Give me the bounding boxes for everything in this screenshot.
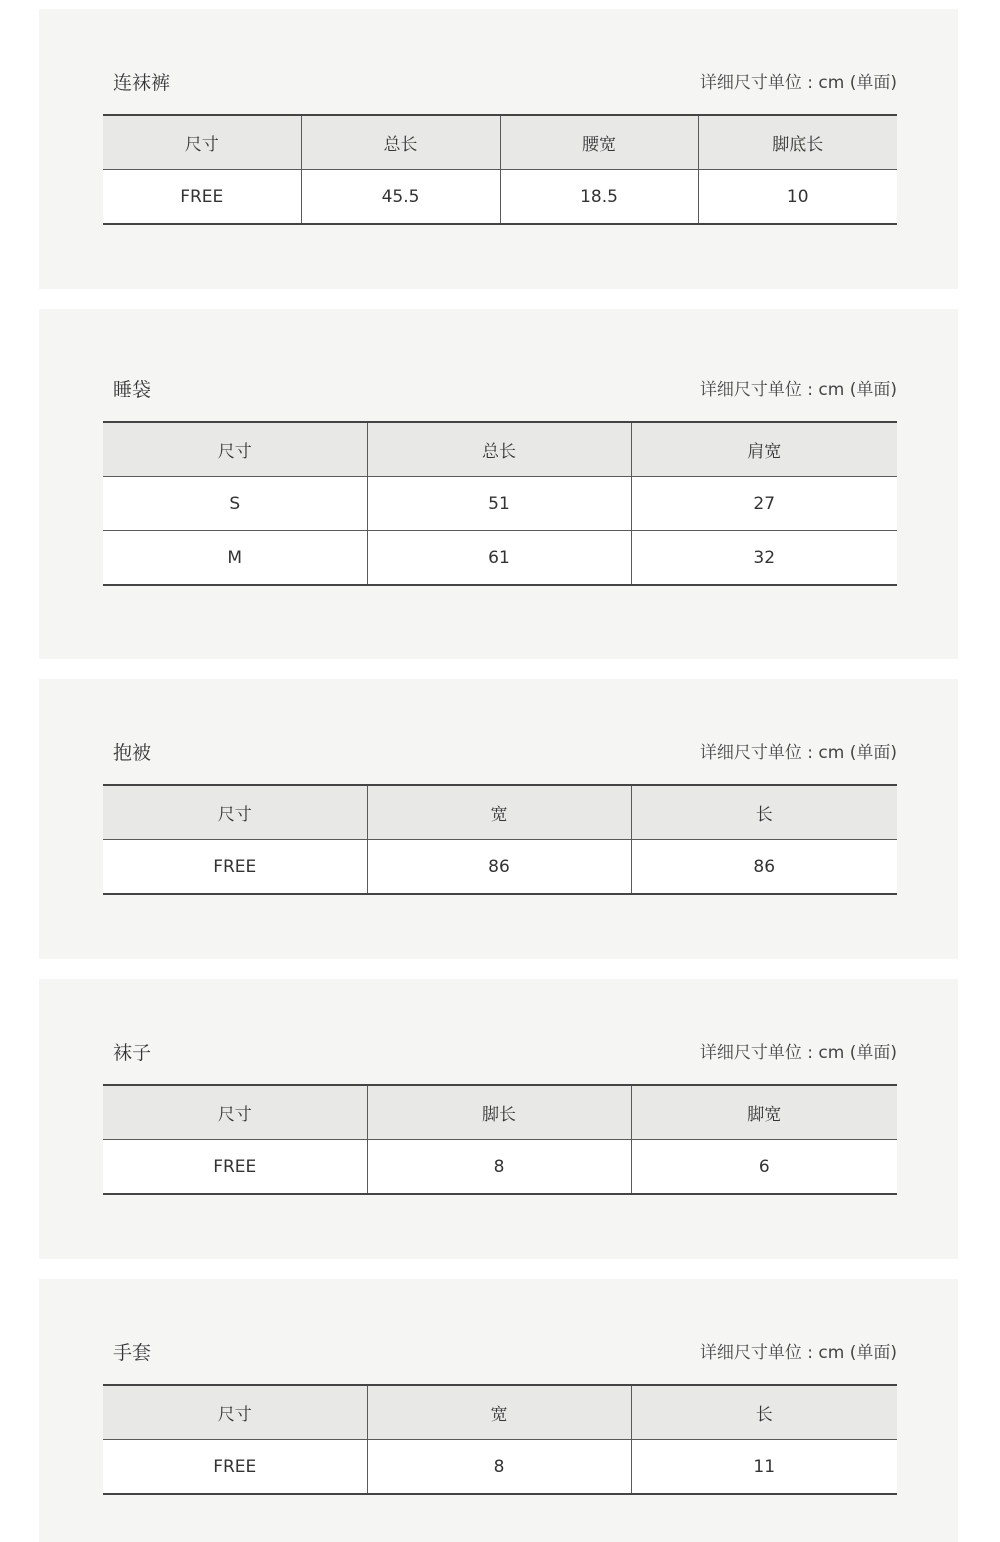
column-header: 总长 (301, 115, 500, 170)
table-cell: 86 (367, 840, 631, 895)
column-header: 长 (631, 1385, 897, 1440)
section-title: 抱被 (113, 742, 152, 764)
table-header-row (103, 785, 897, 840)
table-cell: 18.5 (500, 170, 698, 225)
column-header: 脚长 (367, 1085, 631, 1140)
table-row (103, 477, 897, 531)
section-title: 袜子 (113, 1042, 152, 1064)
table-header-row (103, 115, 897, 170)
table-header-row (103, 1085, 897, 1140)
table-cell: 27 (631, 477, 897, 531)
table-cell: 11 (631, 1440, 897, 1495)
table-cell: FREE (103, 1440, 367, 1495)
table-cell: S (103, 477, 367, 531)
table-cell: 10 (698, 170, 897, 225)
size-table (103, 421, 897, 586)
table-row (103, 531, 897, 586)
column-header: 脚底长 (698, 115, 897, 170)
table-cell: 86 (631, 840, 897, 895)
table-cell: 8 (367, 1440, 631, 1495)
column-header: 尺寸 (103, 1385, 367, 1440)
column-header: 尺寸 (103, 115, 301, 170)
unit-label: 详细尺寸单位 : cm (单面) (699, 73, 897, 93)
table-cell: FREE (103, 170, 301, 225)
table-cell: 6 (631, 1140, 897, 1195)
table-cell: 8 (367, 1140, 631, 1195)
size-table (103, 784, 897, 895)
unit-label: 详细尺寸单位 : cm (单面) (699, 743, 897, 763)
section-title: 连袜裤 (113, 72, 171, 94)
size-panel-mittens (39, 1279, 958, 1542)
column-header: 肩宽 (631, 422, 897, 477)
unit-label: 详细尺寸单位 : cm (单面) (699, 380, 897, 400)
section-title: 睡袋 (113, 379, 152, 401)
table-cell: FREE (103, 840, 367, 895)
column-header: 脚宽 (631, 1085, 897, 1140)
size-panel-swaddle (39, 679, 958, 959)
size-panel-bodysuit-tights (39, 9, 958, 289)
column-header: 宽 (367, 785, 631, 840)
table-cell: 61 (367, 531, 631, 586)
unit-label: 详细尺寸单位 : cm (单面) (699, 1343, 897, 1363)
table-row (103, 170, 897, 225)
table-row (103, 840, 897, 895)
size-panel-socks (39, 979, 958, 1259)
table-cell: 51 (367, 477, 631, 531)
unit-label: 详细尺寸单位 : cm (单面) (699, 1043, 897, 1063)
table-cell: M (103, 531, 367, 586)
table-row (103, 1440, 897, 1495)
column-header: 尺寸 (103, 1085, 367, 1140)
table-cell: 45.5 (301, 170, 500, 225)
size-table (103, 1084, 897, 1195)
column-header: 长 (631, 785, 897, 840)
size-panel-sleeping-bag (39, 309, 958, 659)
column-header: 尺寸 (103, 785, 367, 840)
column-header: 腰宽 (500, 115, 698, 170)
column-header: 尺寸 (103, 422, 367, 477)
table-cell: FREE (103, 1140, 367, 1195)
size-table (103, 1384, 897, 1495)
column-header: 总长 (367, 422, 631, 477)
size-table (103, 114, 897, 225)
table-cell: 32 (631, 531, 897, 586)
section-title: 手套 (113, 1342, 152, 1364)
table-row (103, 1140, 897, 1195)
column-header: 宽 (367, 1385, 631, 1440)
table-header-row (103, 422, 897, 477)
table-header-row (103, 1385, 897, 1440)
